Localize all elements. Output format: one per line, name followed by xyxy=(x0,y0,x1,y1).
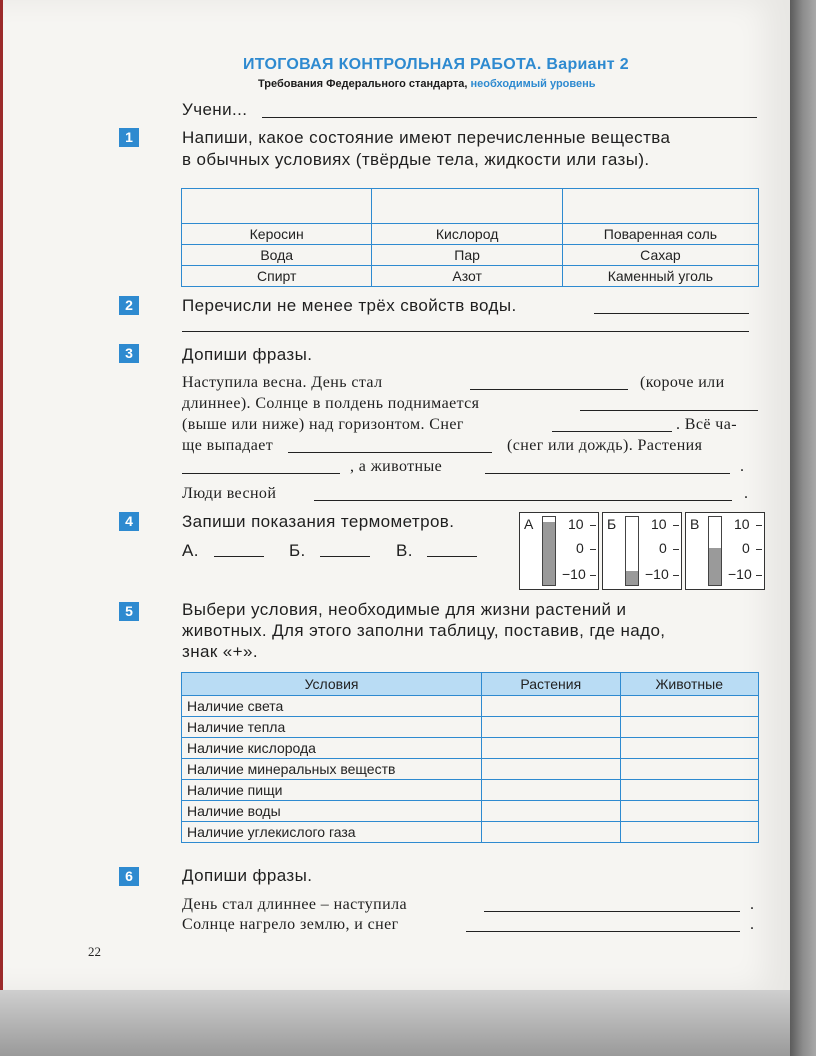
thermometer-tube xyxy=(625,516,639,586)
task-6-heading: Допиши фразы. xyxy=(182,866,313,885)
scale-tick xyxy=(673,549,679,550)
table-row xyxy=(182,780,759,801)
task-1-text-line2: в обычных условиях (твёрдые тела, жидкости или газы). xyxy=(182,150,650,169)
task-3-text: , а животные xyxy=(350,458,443,475)
answer-line[interactable] xyxy=(470,389,628,390)
page-subtitle xyxy=(258,78,596,90)
answer-line[interactable] xyxy=(580,410,758,411)
answer-cell[interactable] xyxy=(482,822,620,843)
answer-cell-liquids[interactable] xyxy=(372,189,562,224)
mercury-column xyxy=(709,548,721,585)
task-5-table xyxy=(181,672,759,843)
thermometer-a xyxy=(519,512,599,590)
table-cell: Сахар xyxy=(562,245,758,266)
table-row xyxy=(182,224,759,245)
thermometer-label: Б xyxy=(607,516,617,532)
answer-line-a[interactable] xyxy=(214,556,264,557)
scale-tick xyxy=(590,549,596,550)
table-row xyxy=(182,266,759,287)
answer-line[interactable] xyxy=(485,473,730,474)
answer-cell[interactable] xyxy=(620,717,758,738)
answer-line[interactable] xyxy=(466,931,740,932)
task-1-table xyxy=(181,188,759,287)
answer-line[interactable] xyxy=(182,473,340,474)
task-3-text: (выше или ниже) над горизонтом. Снег xyxy=(182,416,464,433)
thermometer-c xyxy=(685,512,765,590)
answer-cell[interactable] xyxy=(482,696,620,717)
answer-cell[interactable] xyxy=(482,759,620,780)
task-5-text-line1: Выбери условия, необходимые для жизни растений и xyxy=(182,600,627,619)
answer-line[interactable] xyxy=(182,331,749,332)
answer-line[interactable] xyxy=(314,500,732,501)
task-6-number: 6 xyxy=(119,867,139,886)
scale-label: −10 xyxy=(728,566,752,582)
task-5-text-line3: знак «+». xyxy=(182,642,258,661)
scale-tick xyxy=(673,575,679,576)
table-row xyxy=(182,245,759,266)
scale-label: 10 xyxy=(568,516,584,532)
answer-line[interactable] xyxy=(552,431,672,432)
answer-line-c[interactable] xyxy=(427,556,477,557)
scale-label: 0 xyxy=(576,540,584,556)
scanner-bottom-band xyxy=(0,990,790,1056)
table-row xyxy=(182,696,759,717)
condition-cell: Наличие минеральных веществ xyxy=(182,759,482,780)
answer-cell-solids[interactable] xyxy=(182,189,372,224)
table-cell: Каменный уголь xyxy=(562,266,758,287)
scale-tick xyxy=(756,525,762,526)
table-header-row xyxy=(182,673,759,696)
column-header-conditions: Условия xyxy=(182,673,482,696)
subtitle-main: Требования Федерального стандарта, xyxy=(258,78,468,90)
condition-cell: Наличие кислорода xyxy=(182,738,482,759)
task-5-number: 5 xyxy=(119,602,139,621)
task-1-text-line1: Напиши, какое состояние имеют перечисленные вещества xyxy=(182,128,671,147)
binding-edge xyxy=(0,0,3,990)
table-row xyxy=(182,801,759,822)
condition-cell: Наличие тепла xyxy=(182,717,482,738)
answer-line[interactable] xyxy=(288,452,492,453)
student-name-line[interactable] xyxy=(262,117,757,118)
task-6-text: . xyxy=(750,896,755,913)
task-3-text: . xyxy=(744,485,749,502)
answer-cell[interactable] xyxy=(620,759,758,780)
task-3-text: Наступила весна. День стал xyxy=(182,374,383,391)
scale-label: −10 xyxy=(562,566,586,582)
answer-cell[interactable] xyxy=(620,738,758,759)
thermometer-label: А xyxy=(524,516,534,532)
answer-cell[interactable] xyxy=(620,801,758,822)
thermometer-b xyxy=(602,512,682,590)
column-header-plants: Растения xyxy=(482,673,620,696)
condition-cell: Наличие пищи xyxy=(182,780,482,801)
task-2-text: Перечисли не менее трёх свойств воды. xyxy=(182,296,517,315)
page-shadow xyxy=(790,0,816,1056)
condition-cell: Наличие воды xyxy=(182,801,482,822)
task-3-text: (снег или дождь). Растения xyxy=(507,437,703,454)
answer-line[interactable] xyxy=(594,313,749,314)
table-row xyxy=(182,759,759,780)
table-row xyxy=(182,738,759,759)
scale-label: 10 xyxy=(651,516,667,532)
column-header-animals: Животные xyxy=(620,673,758,696)
table-cell: Кислород xyxy=(372,224,562,245)
answer-cell[interactable] xyxy=(620,822,758,843)
task-3-text: . Всё ча- xyxy=(676,416,737,433)
answer-cell[interactable] xyxy=(482,801,620,822)
scale-label: 0 xyxy=(742,540,750,556)
task-6-text: Солнце нагрело землю, и снег xyxy=(182,916,399,933)
condition-cell: Наличие света xyxy=(182,696,482,717)
condition-cell: Наличие углекислого газа xyxy=(182,822,482,843)
answer-line[interactable] xyxy=(484,911,740,912)
task-6-text: . xyxy=(750,916,755,933)
answer-cell[interactable] xyxy=(482,717,620,738)
task-3-number: 3 xyxy=(119,344,139,363)
task-3-text: . xyxy=(740,458,745,475)
task-4-label-b: Б. xyxy=(289,541,306,560)
scale-label: 0 xyxy=(659,540,667,556)
scale-tick xyxy=(590,525,596,526)
student-label: Учени... xyxy=(182,100,248,119)
task-4-number: 4 xyxy=(119,512,139,531)
mercury-column xyxy=(626,571,638,585)
answer-cell[interactable] xyxy=(620,696,758,717)
task-5-text-line2: животных. Для этого заполни таблицу, поставив, где надо, xyxy=(182,621,666,640)
scale-tick xyxy=(756,575,762,576)
answer-cell[interactable] xyxy=(482,780,620,801)
task-4-label-a: А. xyxy=(182,541,199,560)
table-cell: Поваренная соль xyxy=(562,224,758,245)
table-cell: Азот xyxy=(372,266,562,287)
table-cell: Спирт xyxy=(182,266,372,287)
table-cell: Пар xyxy=(372,245,562,266)
task-4-text: Запиши показания термометров. xyxy=(182,512,455,531)
scale-tick xyxy=(673,525,679,526)
mercury-column xyxy=(543,522,555,585)
answer-cell-gases[interactable] xyxy=(562,189,758,224)
task-3-text: ще выпадает xyxy=(182,437,274,454)
task-6-text: День стал длиннее – наступила xyxy=(182,896,407,913)
table-cell: Вода xyxy=(182,245,372,266)
scale-tick xyxy=(590,575,596,576)
page-number: 22 xyxy=(88,944,101,959)
task-1-number: 1 xyxy=(119,128,139,147)
task-3-text: длиннее). Солнце в полдень поднимается xyxy=(182,395,480,412)
table-cell: Керосин xyxy=(182,224,372,245)
thermometer-label: В xyxy=(690,516,700,532)
task-3-heading: Допиши фразы. xyxy=(182,345,313,364)
task-4-label-c: В. xyxy=(396,541,413,560)
table-header-row xyxy=(182,189,759,224)
task-3-text: (короче или xyxy=(640,374,725,391)
thermometer-tube xyxy=(542,516,556,586)
task-2-number: 2 xyxy=(119,296,139,315)
scale-tick xyxy=(756,549,762,550)
task-3-text: Люди весной xyxy=(182,485,277,502)
answer-line-b[interactable] xyxy=(320,556,370,557)
answer-cell[interactable] xyxy=(620,780,758,801)
scale-label: −10 xyxy=(645,566,669,582)
table-row xyxy=(182,717,759,738)
table-row xyxy=(182,822,759,843)
scale-label: 10 xyxy=(734,516,750,532)
subtitle-level: необходимый уровень xyxy=(470,78,596,90)
thermometer-tube xyxy=(708,516,722,586)
page-title: ИТОГОВАЯ КОНТРОЛЬНАЯ РАБОТА. Вариант 2 xyxy=(243,56,629,73)
answer-cell[interactable] xyxy=(482,738,620,759)
